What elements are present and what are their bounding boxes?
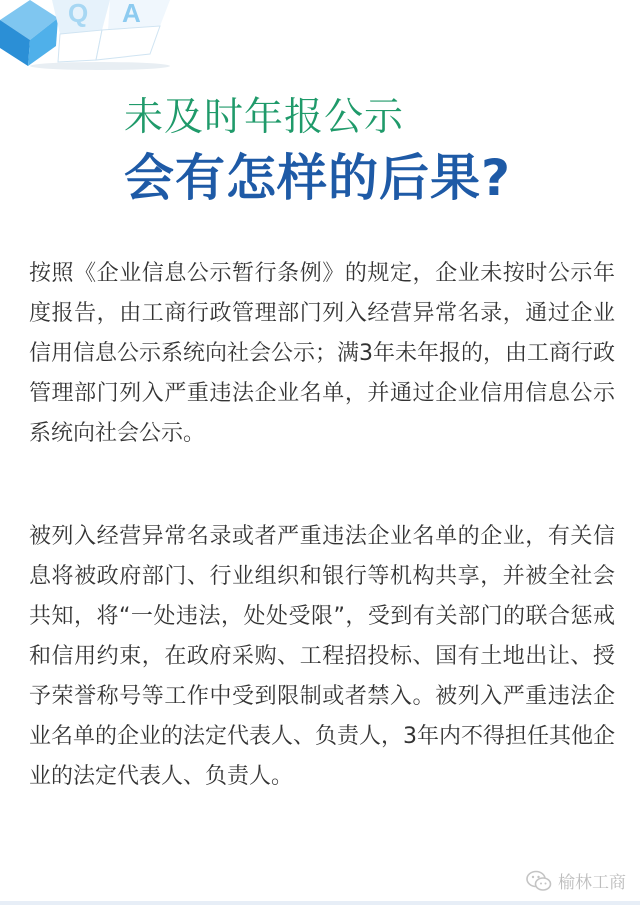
svg-text:Q: Q [68, 0, 89, 28]
paragraph-1: 按照《企业信息公示暂行条例》的规定，企业未按时公示年度报告，由工商行政管理部门列入经营异常名录，通过企业信用信息公示系统向社会公示；满3年未年报的，由工商行政管理部门列入严重违法企业名单，并通过企业信用信息公示系统向社会公示。 [29, 261, 615, 446]
title-line-2: 会有怎样的后果? [124, 149, 512, 207]
qa-cubes-decoration [0, 0, 200, 70]
bottom-rule [0, 901, 640, 905]
svg-text:A: A [122, 0, 141, 28]
watermark-text: 榆林工商 [558, 873, 626, 893]
wechat-icon [526, 870, 552, 892]
paragraph-2: 被列入经营异常名录或者严重违法企业名单的企业，有关信息将被政府部门、行业组织和银行等机构共享，并被全社会共知，将“一处违法，处处受限”，受到有关部门的联合惩戒和信用约束，在政府采购、工程招投标、国有土地出让、授予荣誉称号等工作中受到限制或者禁入。被列入严重违法企业名单的企业的法定代表人、负责人，3年内不得担任其他企业的法定代表人、负责人。 [29, 524, 615, 789]
title-line-1: 未及时年报公示 [124, 95, 405, 140]
watermark [526, 868, 626, 893]
